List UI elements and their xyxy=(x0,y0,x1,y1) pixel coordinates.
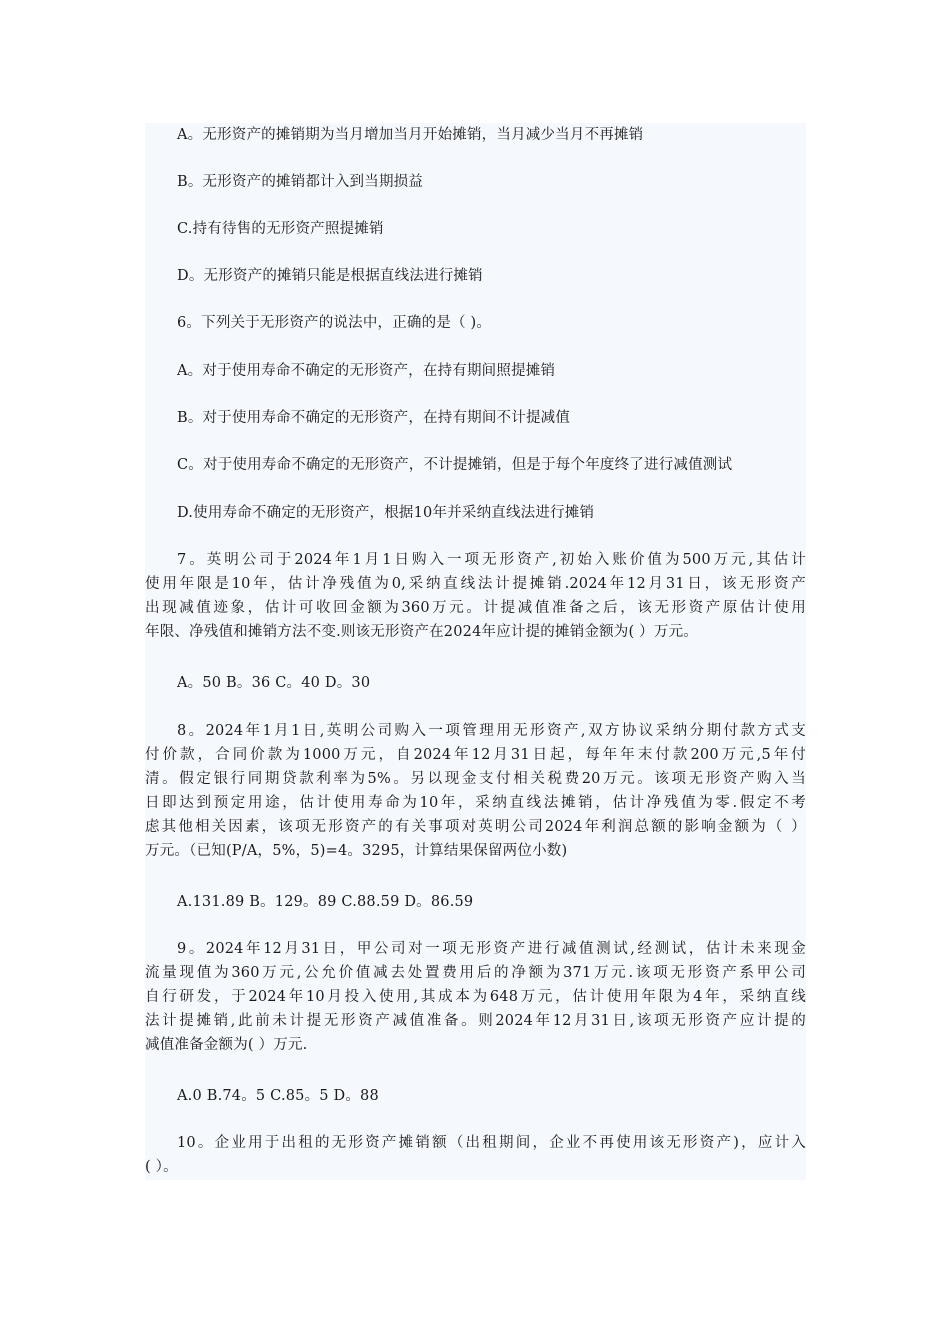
text-line: C.持有待售的无形资产照提摊销 xyxy=(177,221,384,237)
text-line: 7。英明公司于2024年1月1日购入一项无形资产,初始入账价值为500万元,其估计 xyxy=(177,552,806,568)
text-line: A。50 B。36 C。40 D。30 xyxy=(177,675,371,691)
text-line: 出现减值迹象，估计可收回金额为360万元。计提减值准备之后，该无形资产原估计使用 xyxy=(145,600,806,616)
text-line: 使用年限是10年，估计净残值为0,采纳直线法计提摊销.2024年12月31日，该无形资产 xyxy=(145,576,806,592)
text-line: ( ）。 xyxy=(145,1159,178,1175)
text-line: A.0 B.74。5 C.85。5 D。88 xyxy=(177,1088,379,1104)
text-line: A.131.89 B。129。89 C.88.59 D。86.59 xyxy=(177,894,474,910)
text-line: D.使用寿命不确定的无形资产，根据10年并采纳直线法进行摊销 xyxy=(177,505,595,521)
question-6-option-c xyxy=(145,453,806,477)
question-8-options xyxy=(145,890,806,914)
question-6-option-d xyxy=(145,501,806,525)
question-6-option-a xyxy=(145,359,806,383)
text-line: 虑其他相关因素，该项无形资产的有关事项对英明公司2024年利润总额的影响金额为（ ） xyxy=(145,819,806,835)
question-6-option-b xyxy=(145,406,806,430)
question-10 xyxy=(145,1131,806,1179)
text-line: C。对于使用寿命不确定的无形资产，不计提摊销，但是于每个年度终了进行减值测试 xyxy=(177,457,733,473)
text-line: 9。2024年12月31日，甲公司对一项无形资产进行减值测试,经测试，估计未来现金 xyxy=(177,941,806,957)
text-line: A。无形资产的摊销期为当月增加当月开始摊销，当月减少当月不再摊销 xyxy=(177,127,644,143)
text-line: A。对于使用寿命不确定的无形资产，在持有期间照提摊销 xyxy=(177,363,556,379)
text-line: 法计提摊销,此前未计提无形资产减值准备。则2024年12月31日,该项无形资产应计提的 xyxy=(145,1013,806,1029)
option-d-straight-line xyxy=(145,264,806,288)
text-line: 10。企业用于出租的无形资产摊销额（出租期间，企业不再使用该无形资产)，应计入 xyxy=(177,1135,806,1151)
text-line: B。无形资产的摊销都计入到当期损益 xyxy=(177,174,424,190)
option-b-amortization-profit-loss xyxy=(145,170,806,194)
text-line: 自行研发，于2024年10月投入使用,其成本为648万元，估计使用年限为4年，采纳直线 xyxy=(145,989,806,1005)
text-line: 减值准备金额为( ）万元. xyxy=(145,1037,308,1053)
option-c-held-for-sale xyxy=(145,217,806,241)
option-a-amortization-period xyxy=(145,123,806,147)
question-6 xyxy=(145,311,806,335)
question-7 xyxy=(145,548,806,644)
question-8 xyxy=(145,719,806,863)
text-line: 付价款，合同价款为1000万元，自2024年12月31日起，每年年末付款200万元,5年付 xyxy=(145,747,806,763)
text-line: 日即达到预定用途，估计使用寿命为10年，采纳直线法摊销，估计净残值为零.假定不考 xyxy=(145,795,806,811)
text-line: B。对于使用寿命不确定的无形资产，在持有期间不计提减值 xyxy=(177,410,571,426)
text-line: 万元。（已知(P/A，5%，5)=4。3295，计算结果保留两位小数) xyxy=(145,843,568,859)
text-line: 年限、净残值和摊销方法不变.则该无形资产在2024年应计提的摊销金额为( ）万元。 xyxy=(145,624,698,640)
question-7-options xyxy=(145,671,806,695)
question-9 xyxy=(145,937,806,1057)
text-line: 8。2024年1月1日,英明公司购入一项管理用无形资产,双方协议采纳分期付款方式支 xyxy=(177,723,806,739)
text-line: 清。假定银行同期贷款利率为5%。另以现金支付相关税费20万元。该项无形资产购入当 xyxy=(145,771,806,787)
text-line: 6。下列关于无形资产的说法中，正确的是（ )。 xyxy=(177,315,492,331)
document-page xyxy=(145,123,806,1180)
text-line: D。无形资产的摊销只能是根据直线法进行摊销 xyxy=(177,268,483,284)
question-9-options xyxy=(145,1084,806,1108)
text-line: 流量现值为360万元,公允价值减去处置费用后的净额为371万元.该项无形资产系甲公司 xyxy=(145,965,806,981)
